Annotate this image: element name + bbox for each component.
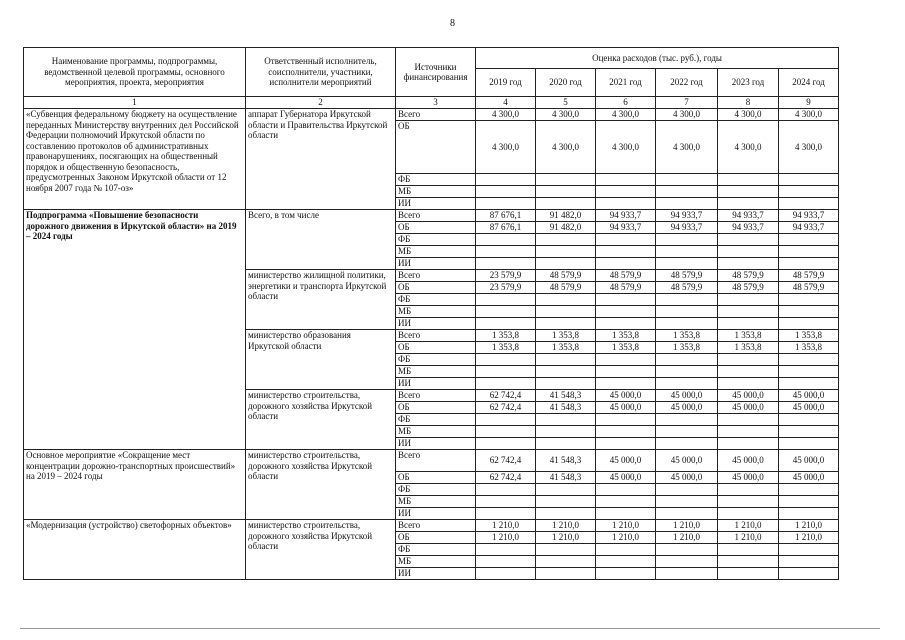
value-cell: 45 000,0: [656, 472, 718, 484]
value-cell: 62 742,4: [476, 450, 536, 472]
value-cell: 4 300,0: [779, 121, 839, 174]
value-cell: 62 742,4: [476, 402, 536, 414]
value-cell: 45 000,0: [718, 402, 779, 414]
page-number: 8: [450, 18, 455, 29]
value-cell: 1 353,8: [779, 330, 839, 342]
value-cell: 45 000,0: [596, 472, 656, 484]
value-cell: 4 300,0: [536, 121, 596, 174]
table-row: [24, 520, 839, 532]
value-cell: 4 300,0: [476, 121, 536, 174]
value-cell: 1 210,0: [536, 532, 596, 544]
value-cell: 48 579,9: [718, 270, 779, 282]
source-label: Всего: [396, 109, 476, 121]
value-cell: 48 579,9: [779, 282, 839, 294]
value-cell: 1 353,8: [476, 342, 536, 354]
source-label: ФБ: [396, 484, 476, 496]
source-label: ФБ: [396, 234, 476, 246]
value-cell: 94 933,7: [596, 222, 656, 234]
source-label: ИИ: [396, 318, 476, 330]
value-cell: 4 300,0: [536, 109, 596, 121]
source-label: ИИ: [396, 198, 476, 210]
column-number: 2: [246, 97, 396, 109]
value-cell: 94 933,7: [779, 210, 839, 222]
value-cell: 48 579,9: [596, 270, 656, 282]
source-label: ИИ: [396, 378, 476, 390]
value-cell: 1 353,8: [656, 330, 718, 342]
value-cell: 45 000,0: [596, 402, 656, 414]
value-cell: 4 300,0: [596, 121, 656, 174]
value-cell: 45 000,0: [779, 390, 839, 402]
value-cell: 94 933,7: [596, 210, 656, 222]
value-cell: 48 579,9: [656, 282, 718, 294]
value-cell: 45 000,0: [656, 450, 718, 472]
value-cell: 62 742,4: [476, 390, 536, 402]
source-label: ФБ: [396, 174, 476, 186]
source-label: ФБ: [396, 294, 476, 306]
source-label: ИИ: [396, 258, 476, 270]
value-cell: 1 353,8: [536, 342, 596, 354]
value-cell: 48 579,9: [536, 282, 596, 294]
value-cell: 1 210,0: [779, 520, 839, 532]
source-label: ОБ: [396, 121, 476, 174]
source-label: ОБ: [396, 342, 476, 354]
value-cell: 62 742,4: [476, 472, 536, 484]
source-label: МБ: [396, 496, 476, 508]
value-cell: 94 933,7: [779, 222, 839, 234]
source-label: ИИ: [396, 438, 476, 450]
expenditure-table: [23, 47, 839, 580]
column-number: 3: [396, 97, 476, 109]
column-number: 8: [718, 97, 779, 109]
column-number-row: [24, 97, 839, 109]
source-label: МБ: [396, 556, 476, 568]
value-cell: 1 210,0: [656, 520, 718, 532]
source-label: ФБ: [396, 354, 476, 366]
header-year: 2024 год: [779, 69, 839, 97]
value-cell: 87 676,1: [476, 210, 536, 222]
value-cell: 41 548,3: [536, 402, 596, 414]
value-cell: 87 676,1: [476, 222, 536, 234]
value-cell: 4 300,0: [718, 109, 779, 121]
value-cell: 1 210,0: [476, 520, 536, 532]
header-year: 2021 год: [596, 69, 656, 97]
value-cell: 4 300,0: [476, 109, 536, 121]
subprogram-name: Подпрограмма «Повышение безопасности дорожного движения в Иркутской области» на 2019 – 2024 годы: [24, 210, 246, 450]
source-label: МБ: [396, 246, 476, 258]
source-label: Всего: [396, 270, 476, 282]
responsible-executor: министерство строительства, дорожного хозяйства Иркутской области: [246, 520, 396, 580]
value-cell: 1 210,0: [596, 520, 656, 532]
responsible-executor: аппарат Губернатора Иркутской области и Правительства Иркутской области: [246, 109, 396, 210]
source-label: ОБ: [396, 472, 476, 484]
source-label: ОБ: [396, 282, 476, 294]
column-number: 7: [656, 97, 718, 109]
measure-name: Основное мероприятие «Сокращение мест концентрации дорожно-транспортных происшествий» на 2019 – 2024 годы: [24, 450, 246, 520]
value-cell: 45 000,0: [656, 402, 718, 414]
value-cell: 1 210,0: [596, 532, 656, 544]
value-cell: 1 353,8: [718, 330, 779, 342]
value-cell: 4 300,0: [596, 109, 656, 121]
value-cell: 45 000,0: [718, 450, 779, 472]
value-cell: 1 353,8: [656, 342, 718, 354]
value-cell: 4 300,0: [656, 109, 718, 121]
column-number: 6: [596, 97, 656, 109]
value-cell: 1 210,0: [718, 532, 779, 544]
source-label: ИИ: [396, 568, 476, 580]
header-name: Наименование программы, подпрограммы, ведомственной целевой программы, основного мероприятия, проекта, мероприятия: [24, 48, 246, 97]
source-label: ОБ: [396, 222, 476, 234]
value-cell: 4 300,0: [656, 121, 718, 174]
responsible-executor: министерство строительства, дорожного хозяйства Иркутской области: [246, 450, 396, 520]
value-cell: 1 210,0: [536, 520, 596, 532]
value-cell: 1 353,8: [718, 342, 779, 354]
value-cell: 45 000,0: [779, 450, 839, 472]
value-cell: 45 000,0: [779, 402, 839, 414]
source-label: МБ: [396, 426, 476, 438]
source-label: Всего: [396, 520, 476, 532]
table-row: [24, 109, 839, 121]
responsible-executor: министерство образования Иркутской области: [246, 330, 396, 390]
value-cell: 1 353,8: [596, 342, 656, 354]
value-cell: 1 210,0: [779, 532, 839, 544]
value-cell: 45 000,0: [779, 472, 839, 484]
value-cell: 48 579,9: [656, 270, 718, 282]
value-cell: 41 548,3: [536, 472, 596, 484]
value-cell: 41 548,3: [536, 450, 596, 472]
value-cell: 48 579,9: [536, 270, 596, 282]
value-cell: 41 548,3: [536, 390, 596, 402]
value-cell: 1 353,8: [536, 330, 596, 342]
value-cell: 45 000,0: [718, 472, 779, 484]
value-cell: 94 933,7: [718, 210, 779, 222]
responsible-executor: министерство строительства, дорожного хозяйства Иркутской области: [246, 390, 396, 450]
responsible-executor: Всего, в том числе: [246, 210, 396, 270]
header-year: 2019 год: [476, 69, 536, 97]
header-costs: Оценка расходов (тыс. руб.), годы: [476, 48, 839, 69]
value-cell: 1 353,8: [596, 330, 656, 342]
value-cell: 45 000,0: [656, 390, 718, 402]
value-cell: 45 000,0: [596, 390, 656, 402]
header-year: 2023 год: [718, 69, 779, 97]
header-year: 2020 год: [536, 69, 596, 97]
column-number: 4: [476, 97, 536, 109]
source-label: МБ: [396, 186, 476, 198]
source-label: ОБ: [396, 402, 476, 414]
column-number: 5: [536, 97, 596, 109]
value-cell: 94 933,7: [656, 210, 718, 222]
value-cell: 1 210,0: [718, 520, 779, 532]
value-cell: 23 579,9: [476, 282, 536, 294]
table-row: [24, 210, 839, 222]
source-label: Всего: [396, 330, 476, 342]
source-label: ФБ: [396, 544, 476, 556]
source-label: Всего: [396, 450, 476, 472]
column-number: 1: [24, 97, 246, 109]
measure-name: «Субвенция федеральному бюджету на осуществление переданных Министерству внутренних дел Российской Федерации полномочий Иркутской области по составлению протоколов об административных правонарушениях, посягающих на общественный порядок и общественную безопасность, предусмотренных Законом Иркутской области от 12 ноября 2007 года № 107-оз»: [24, 109, 246, 210]
source-label: Всего: [396, 390, 476, 402]
measure-name: «Модернизация (устройство) светофорных объектов»: [24, 520, 246, 580]
value-cell: 4 300,0: [718, 121, 779, 174]
value-cell: 1 210,0: [476, 532, 536, 544]
header-year: 2022 год: [656, 69, 718, 97]
header-row: [24, 48, 839, 69]
source-label: МБ: [396, 306, 476, 318]
responsible-executor: министерство жилищной политики, энергетики и транспорта Иркутской области: [246, 270, 396, 330]
source-label: Всего: [396, 210, 476, 222]
value-cell: 45 000,0: [718, 390, 779, 402]
value-cell: 48 579,9: [718, 282, 779, 294]
header-sources: Источники финансирования: [396, 48, 476, 97]
value-cell: 48 579,9: [596, 282, 656, 294]
value-cell: 4 300,0: [779, 109, 839, 121]
value-cell: 94 933,7: [656, 222, 718, 234]
value-cell: 1 353,8: [476, 330, 536, 342]
source-label: МБ: [396, 366, 476, 378]
source-label: ОБ: [396, 532, 476, 544]
page-bottom-rule: [20, 628, 880, 629]
value-cell: 91 482,0: [536, 210, 596, 222]
value-cell: 45 000,0: [596, 450, 656, 472]
value-cell: 23 579,9: [476, 270, 536, 282]
value-cell: 1 353,8: [779, 342, 839, 354]
column-number: 9: [779, 97, 839, 109]
value-cell: 91 482,0: [536, 222, 596, 234]
value-cell: 48 579,9: [779, 270, 839, 282]
header-responsible: Ответственный исполнитель, соисполнители, участники, исполнители мероприятий: [246, 48, 396, 97]
source-label: ИИ: [396, 508, 476, 520]
value-cell: 94 933,7: [718, 222, 779, 234]
table-row: [24, 450, 839, 472]
value-cell: 1 210,0: [656, 532, 718, 544]
source-label: ФБ: [396, 414, 476, 426]
